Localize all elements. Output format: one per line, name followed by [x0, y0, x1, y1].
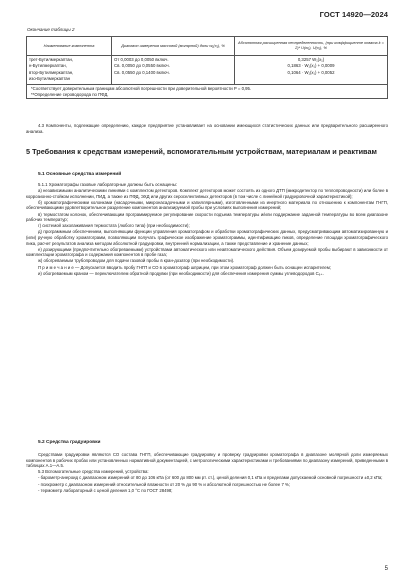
footnote: **Определение сероводорода по ПФД.: [31, 91, 109, 97]
table-header-component: Наименование компонента: [27, 37, 112, 56]
paragraph: г) системой захолаживания термостата (любого типа) (при необходимости);: [38, 223, 190, 229]
standard-header: ГОСТ 14920—2024: [319, 10, 388, 19]
note: [26, 265, 388, 271]
component-name: н-Бутилмеркаптан,: [29, 63, 67, 69]
paragraph: 5.3 Вспомогательные средства измерений, устройства:: [38, 469, 149, 475]
component-name: втор-Бутилмеркаптан,: [29, 69, 74, 75]
component-name: трет-Бутилмеркаптан,: [29, 57, 74, 62]
section-5-1-body: [26, 182, 388, 277]
component-name: изо-Бутилмеркаптан: [29, 76, 70, 82]
table-footnotes: [27, 84, 388, 99]
table-continuation-label: Окончание таблицы 2: [27, 27, 75, 32]
note-text: — Допускается вводить пробу ГНГП и СО в хроматограф шприцем, при этом хроматограф должен быть оснащен испарителем;: [73, 264, 331, 270]
paragraph-4-3: 4.3 Компоненты, подлежащие определению, каждое предприятие устанавливает на основании имеющихся статистических данных или предварительного расширенного анализа.: [26, 123, 388, 134]
table-cell-uncertainties: [235, 56, 388, 85]
table-header-row: [27, 37, 388, 56]
paragraph: д) программным обеспечением, выполняющим функции управления хроматографом и обработки хроматографических данных, предусматривающим автоматизированную и (или) ручную обработку хроматограмм, позволяющим получать графическое изображение хроматограммы, идентификацию пиков, определение площади хроматографического пика, расчет результатов анализа методом абсолютной градуировки, внутренней нормализации, а также представление и хранение данных;: [26, 229, 388, 246]
uncertainty-value: 0,1863 · W₁(x₁) + 0,0009: [287, 63, 335, 69]
footnote: *Соответствует доверительным границам абсолютной погрешности при доверительной вероятности P = 0,95.: [31, 85, 252, 91]
table-cell-ranges: [112, 56, 235, 85]
range-value: От 0,0003 до 0,0050 включ.: [114, 57, 169, 62]
range-value: Св. 0,0050 до 0,0550 включ.: [114, 63, 170, 69]
paragraph: Средствами градуировки являются СО состава ГНГП, обеспечивающие градуировку и проверку градуировки хроматографа в диапазоне молярной доли измеряемых компонентов в рабочих пробах или установленных нормативной документацией, с метрологическими характеристиками и требованиями по диапазону измерений, приведенными в таблицах А.1—А.5.: [26, 452, 388, 469]
table-header-range: Диапазон измерения массовой (молярной) доли w₁(x₁), %: [112, 37, 235, 56]
data-table: [26, 36, 388, 99]
table-row: [27, 56, 388, 85]
table-footnote-row: [27, 84, 388, 99]
paragraph: ж) обогреваемым трубопроводом для подачи газовой пробы в кран-дозатор (при необходимости).: [38, 258, 235, 264]
paragraph: - барометр-анероид с диапазоном измерений от 80 до 106 кПа (от 600 до 800 мм рт. ст.), ценой деления 0,1 кПа и пределами допускаемой основной погрешности ±0,2 кПа;: [38, 475, 383, 481]
subsection-5-1-title: 5.1 Основные средства измерений: [38, 172, 122, 177]
uncertainty-value: 0,3257 W₁(x₁): [297, 57, 325, 62]
paragraph: а) независимыми аналитическими линиями с комплектом детекторов. Комплект детекторов может состоять из одного ДТП (микродетектор по теплопроводности) или более в коррозионно-стойком исполнении, ПИД, а также из ПФД, ЭХД или других сероселективных детекторов (в том числе с линейной градуировочной характеристикой);: [26, 188, 388, 199]
paragraph: - психрометр с диапазоном измерений относительной влажности от 20 % до 90 % и абсолютной погрешностью не более 7 %;: [38, 481, 291, 487]
section-5-2-body: [26, 452, 388, 494]
paragraph: е) дозирующими (предпочтительно обогреваемыми) устройствами автоматического или неавтоматического действия. Объем дозируемой пробы выбирают в зависимости от комплектации хроматографа и содержания компонентов в пробе газа;: [26, 246, 388, 258]
uncertainty-value: 0,1064 · W₁(x₁) + 0,0052: [287, 69, 335, 75]
paragraph: б) хроматографическими колонками (насадочными, микронасадочными и капиллярными), изготовленными из инертного материала по отношению к компонентам ГНГП, обеспечивающими удовлетворительное разделение компонентов анализируемой пробы при условиях выполнения измерений;: [26, 199, 388, 211]
paragraph: и) обогреваемым краном — переключателем обратной продувки (при необходимости) для обеспечения измерения суммы углеводородов C₆₊.: [38, 270, 324, 276]
paragraph: 5.1.1 Хроматографы газовые лабораторные должны быть оснащены:: [38, 182, 177, 187]
page-number: 5: [384, 566, 388, 572]
section-5-title: 5 Требования к средствам измерений, вспомогательным устройствам, материалам и реактивам: [26, 147, 377, 156]
range-value: Св. 0,0550 до 0,1400 включ.: [114, 69, 170, 75]
paragraph: в) термостатом колонок, обеспечивающим программируемое регулирование скорости подъема температуры и/или поддержание заданной температуры во всем диапазоне рабочих температур;: [26, 211, 388, 223]
note-label: П р и м е ч а н и е: [38, 264, 74, 270]
table-header-uncertainty: Абсолютная расширенная неопределенность, (при коэффициенте охвата k = 2)* U(w₁), U(x₁), %: [235, 37, 388, 56]
paragraph: - термометр лабораторный с ценой деления 1,0 °С по ГОСТ 28498;: [38, 487, 173, 493]
table-cell-components: [27, 56, 112, 85]
subsection-5-2-title: 5.2 Средства градуировки: [38, 440, 101, 445]
